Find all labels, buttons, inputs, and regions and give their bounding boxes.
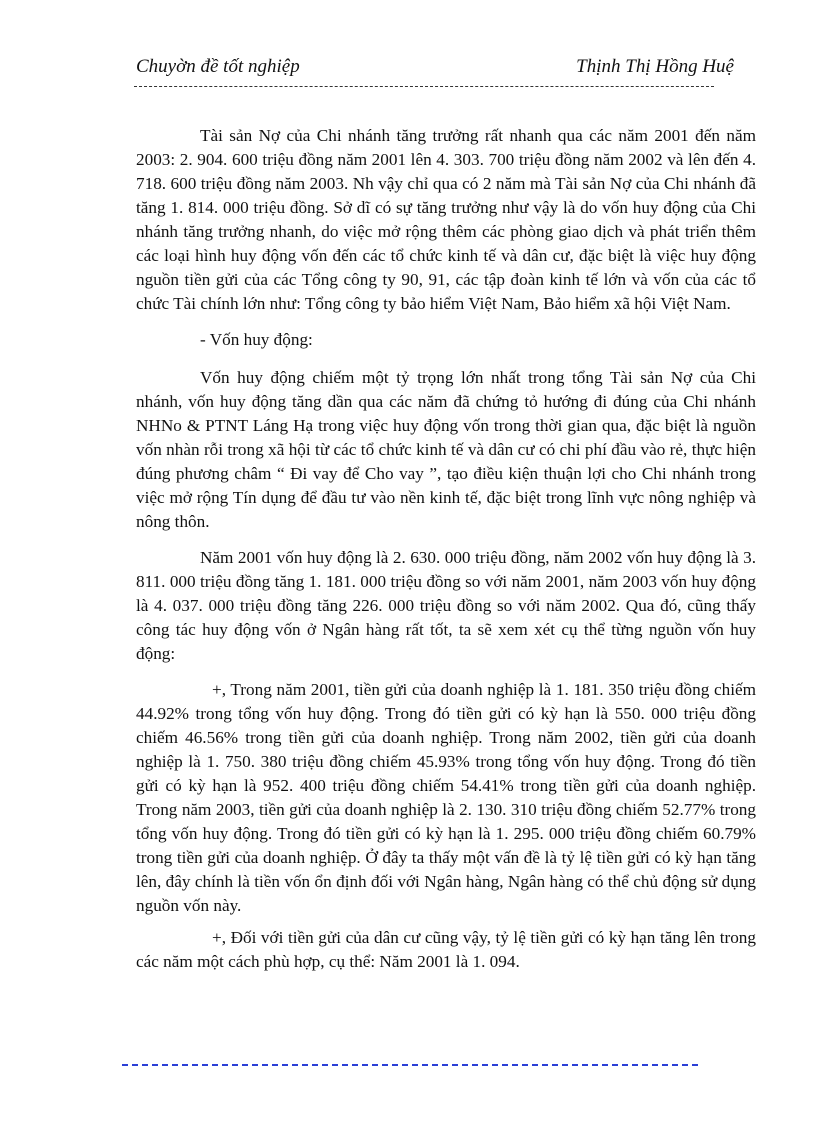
page-body (136, 124, 756, 986)
header-divider (134, 86, 714, 87)
paragraph-capital-growth: Năm 2001 vốn huy động là 2. 630. 000 triệu đồng, năm 2002 vốn huy động là 3. 811. 000 triệu đồng tăng 1. 181. 000 triệu đồng so với năm 2001, năm 2003 vốn huy động là 4. 037. 000 triệu đồng tăng 226. 000 triệu đồng so với năm 2002. Qua đó, cũng thấy công tác huy động vốn ở Ngân hàng rất tốt, ta sẽ xem xét cụ thể từng nguồn vốn huy động: (136, 548, 756, 663)
page-header (136, 56, 734, 82)
paragraph-capital-share: Vốn huy động chiếm một tỷ trọng lớn nhất trong tổng Tài sản Nợ của Chi nhánh, vốn huy động tăng dần qua các năm đã chứng tỏ hướng đi đúng của Chi nhánh NHNo & PTNT Láng Hạ trong việc huy động vốn trong thời gian qua, đặc biệt là nguồn vốn nhàn rỗi trong xã hội từ các tổ chức kinh tế và dân cư có chi phí đầu vào rẻ, thực hiện đúng phương châm “ Đi vay để Cho vay ”, tạo điều kiện thuận lợi cho Chi nhánh trong việc mở rộng Tín dụng để đầu tư vào nền kinh tế, đặc biệt trong lĩnh vực nông nghiệp và nông thôn. (136, 368, 756, 531)
paragraph-assets: Tài sản Nợ của Chi nhánh tăng trưởng rất nhanh qua các năm 2001 đến năm 2003: 2. 904. 600 triệu đồng năm 2001 lên 4. 303. 700 triệu đồng năm 2002 và lên đến 4. 718. 600 triệu đồng năm 2003. Nh vậy chỉ qua có 2 năm mà Tài sản Nợ của Chi nhánh đã tăng 1. 814. 000 triệu đồng. Sở dĩ có sự tăng trưởng như vậy là do vốn huy động của Chi nhánh tăng trưởng nhanh, do việc mở rộng thêm các phòng giao dịch và phát triển thêm các loại hình huy động vốn đến các tổ chức kinh tế và dân cư, đặc biệt là việc huy động nguồn tiền gửi của các Tổng công ty 90, 91, các tập đoàn kinh tế lớn và vốn của các tổ chức Tài chính lớn như: Tổng công ty bảo hiểm Việt Nam, Bảo hiểm xã hội Việt Nam. (136, 126, 756, 313)
author-name: Thịnh Thị Hồng Huệ (576, 56, 734, 77)
section-heading-capital: - Vốn huy động: (200, 330, 313, 349)
document-title: Chuyờn đề tốt nghiệp (136, 56, 300, 77)
footer-divider (122, 1064, 698, 1066)
paragraph-resident-deposits: +, Đối với tiền gửi của dân cư cũng vậy, tỷ lệ tiền gửi có kỳ hạn tăng lên trong các năm một cách phù hợp, cụ thể: Năm 2001 là 1. 094. (136, 928, 756, 971)
paragraph-enterprise-deposits: +, Trong năm 2001, tiền gửi của doanh nghiệp là 1. 181. 350 triệu đồng chiếm 44.92% trong tổng vốn huy động. Trong đó tiền gửi có kỳ hạn là 550. 000 triệu đồng chiếm 46.56% trong tiền gửi của doanh nghiệp. Trong năm 2002, tiền gửi của doanh nghiệp là 1. 750. 380 triệu đồng chiếm 45.93% trong tổng vốn huy động. Trong đó tiền gửi có kỳ hạn là 952. 400 triệu đồng chiếm 54.41% trong tiền gửi của doanh nghiệp. Trong năm 2003, tiền gửi của doanh nghiệp là 2. 130. 310 triệu đồng chiếm 52.77% trong tổng vốn huy động. Trong đó tiền gửi có kỳ hạn là 1. 295. 000 triệu đồng chiếm 60.79% trong tiền gửi của doanh nghiệp. Ở đây ta thấy một vấn đề là tỷ lệ tiền gửi có kỳ hạn tăng lên, đây chính là tiền vốn ổn định đối với Ngân hàng, Ngân hàng có thể chủ động sử dụng nguồn vốn này. (136, 680, 756, 915)
